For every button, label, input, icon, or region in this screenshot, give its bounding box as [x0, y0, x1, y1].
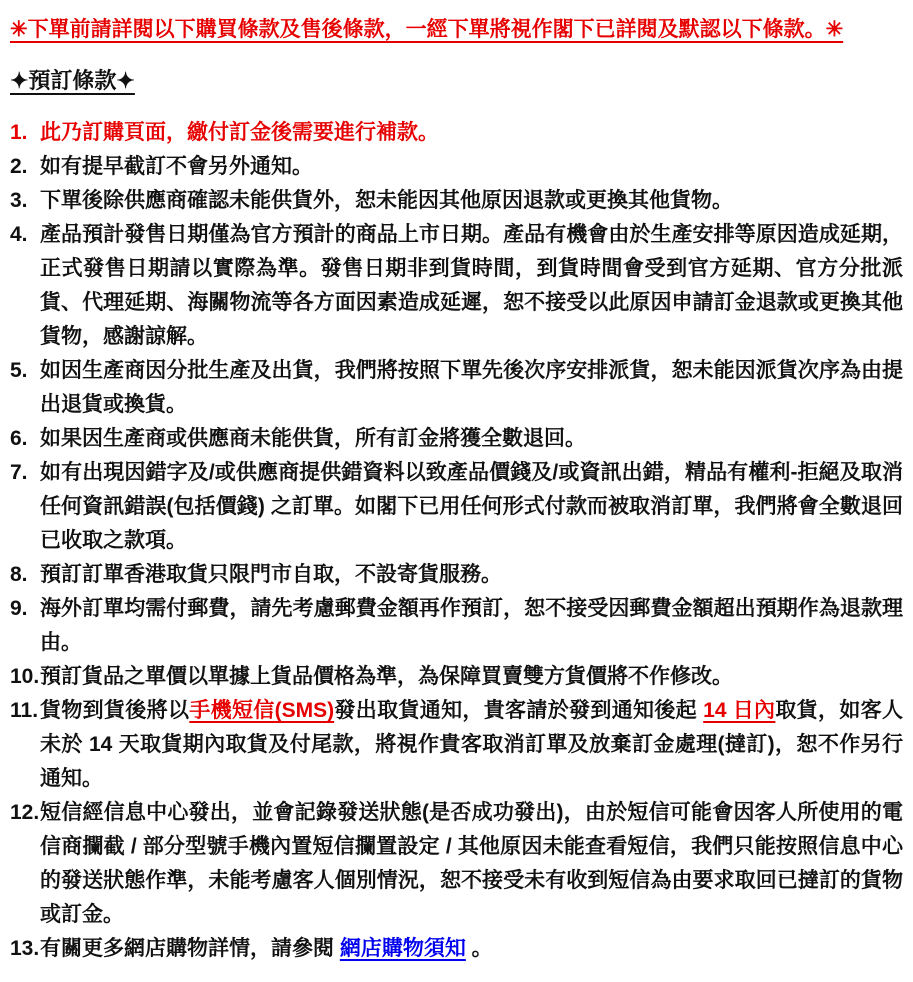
shop-notice-link[interactable]: 網店購物須知 [339, 937, 466, 960]
term-text: 預訂貨品之單價以單據上貨品價格為準，為保障買賣雙方貨價將不作修改。 [40, 665, 733, 688]
term-item-2 [10, 150, 903, 184]
term-item-3 [10, 184, 903, 218]
term-item-9 [10, 592, 903, 660]
term-text: 如有出現因錯字及/或供應商提供錯資料以致產品價錢及/或資訊出錯，精品有權利-拒絕及取消任何資訊錯誤(包括價錢) 之訂單。如閣下已用任何形式付款而被取消訂單，我們將會全數退回已收取之款項。 [40, 461, 903, 552]
term-item-7 [10, 456, 903, 558]
term-text: 如果因生產商或供應商未能供貨，所有訂金將獲全數退回。 [40, 427, 586, 450]
pickup-deadline-highlight: 14 日內 [703, 699, 776, 722]
term-number: 3. [10, 189, 28, 212]
term-number: 7. [10, 461, 28, 484]
term-number: 10. [10, 665, 40, 688]
term-number: 5. [10, 359, 28, 382]
term-number: 2. [10, 155, 28, 178]
term-number: 12. [10, 801, 40, 824]
term-text: 預訂訂單香港取貨只限門市自取，不設寄貨服務。 [40, 563, 502, 586]
term-text: 海外訂單均需付郵費，請先考慮郵費金額再作預訂，恕不接受因郵費金額超出預期作為退款理由。 [40, 597, 903, 654]
term-text: 貨物到貨後將以 [40, 699, 190, 722]
term-item-1 [10, 116, 903, 150]
term-item-4 [10, 218, 903, 354]
term-number: 11. [10, 699, 39, 722]
term-text: 短信經信息中心發出，並會記錄發送狀態(是否成功發出)，由於短信可能會因客人所使用的電信商攔截 / 部分型號手機內置短信攔置設定 / 其他原因未能查看短信，我們只能按照信息中心的發送狀態作準，未能考慮客人個別情況，恕不接受未有收到短信為由要求取回已撻訂的貨物或訂金。 [40, 801, 903, 926]
term-item-12 [10, 796, 903, 932]
term-text: 取貨，如客人未於 14 天取貨期內取貨及付尾款，將視作貴客取消訂單及放棄訂金處理(撻訂)，恕不作另行通知。 [40, 699, 903, 790]
term-number: 4. [10, 223, 28, 246]
term-item-10 [10, 660, 903, 694]
term-number: 13. [10, 937, 40, 960]
term-number: 8. [10, 563, 28, 586]
term-number: 1. [10, 121, 28, 144]
term-text: 產品預計發售日期僅為官方預計的商品上市日期。產品有機會由於生產安排等原因造成延期，正式發售日期請以實際為準。發售日期非到貨時間，到貨時間會受到官方延期、官方分批派貨、代理延期、海關物流等各方面因素造成延遲，恕不接受以此原因申請訂金退款或更換其他貨物，感謝諒解。 [40, 223, 903, 348]
term-text: 下單後除供應商確認未能供貨外，恕未能因其他原因退款或更換其他貨物。 [40, 189, 733, 212]
term-item-6 [10, 422, 903, 456]
term-text: 如因生產商因分批生產及出貨，我們將按照下單先後次序安排派貨，恕未能因派貨次序為由提出退貨或換貨。 [40, 359, 903, 416]
section-title-preorder-terms [10, 68, 903, 94]
term-item-11 [10, 694, 903, 796]
term-item-8 [10, 558, 903, 592]
page-title [10, 16, 903, 44]
section-title-text: ✦預訂條款✦ [10, 68, 135, 93]
term-text: 發出取貨通知，貴客請於發到通知後起 [334, 699, 704, 722]
term-text: 有關更多網店購物詳情，請參閱 [40, 937, 340, 960]
page-title-text: ✳下單前請詳閱以下購買條款及售後條款，一經下單將視作閣下已詳閱及默認以下條款。✳ [10, 18, 844, 41]
term-item-13 [10, 932, 903, 966]
term-text-deposit-notice: 此乃訂購頁面，繳付訂金後需要進行補款。 [40, 121, 439, 144]
term-text: 。 [465, 937, 493, 960]
terms-list [10, 116, 903, 966]
term-item-5 [10, 354, 903, 422]
term-text: 如有提早截訂不會另外通知。 [40, 155, 313, 178]
term-number: 6. [10, 427, 28, 450]
term-number: 9. [10, 597, 28, 620]
sms-notice-highlight: 手機短信(SMS) [189, 699, 335, 722]
